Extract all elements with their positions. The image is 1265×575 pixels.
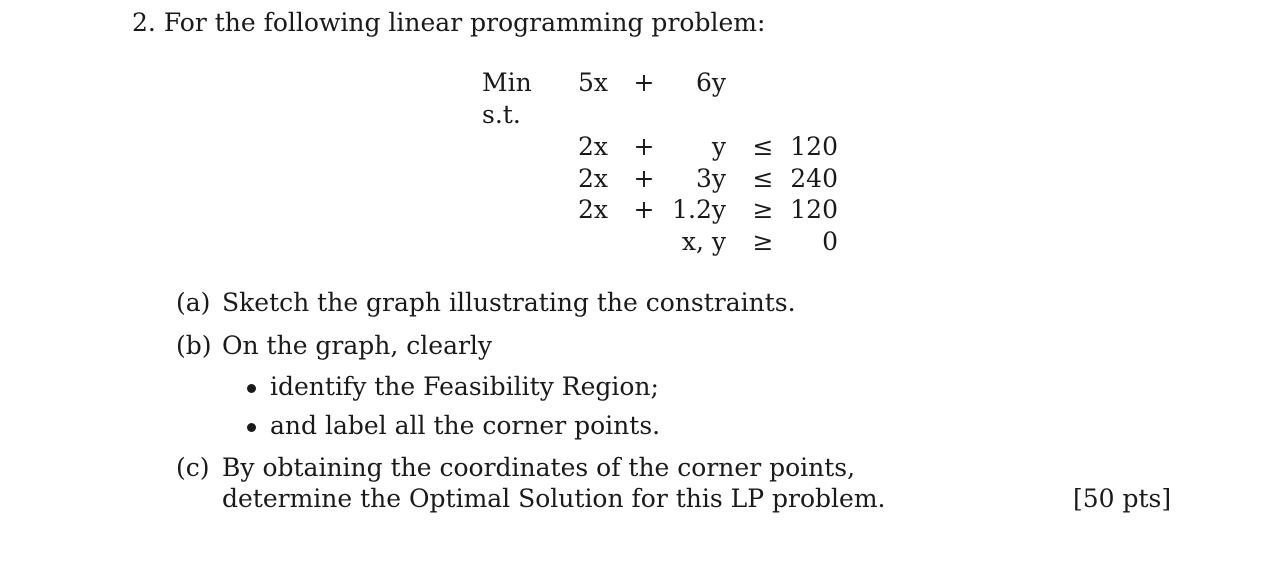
constraint-2-plus: +: [633, 164, 655, 193]
nonneg-relation: ≥: [752, 227, 774, 256]
part-c-text-line-1: By obtaining the coordinates of the corner points,: [222, 453, 856, 482]
constraint-2-x: 2x: [577, 164, 608, 193]
part-c-text-line-2: determine the Optimal Solution for this LP problem.: [222, 484, 886, 513]
constraint-3-plus: +: [633, 195, 655, 224]
constraint-3-rhs: 120: [790, 195, 838, 224]
constraint-3-relation: ≥: [752, 195, 774, 224]
subject-to-label: s.t.: [482, 100, 521, 129]
constraint-2-rhs: 240: [790, 164, 838, 193]
part-b-bullet-1: identify the Feasibility Region;: [270, 372, 659, 401]
part-b-bullet-2: and label all the corner points.: [270, 411, 661, 440]
constraint-1-plus: +: [633, 132, 655, 161]
nonneg-rhs: 0: [822, 227, 838, 256]
question-heading: [132, 8, 765, 37]
constraint-1-relation: ≤: [752, 132, 774, 161]
part-a-label: (a): [176, 288, 211, 317]
constraint-1-y: y: [711, 132, 726, 161]
question-intro: For the following linear programming problem:: [163, 8, 766, 37]
points-label: [50 pts]: [1073, 484, 1172, 513]
constraint-1-x: 2x: [577, 132, 608, 161]
constraint-3-y: 1.2y: [672, 195, 726, 224]
part-c-label: (c): [176, 453, 210, 482]
objective-keyword: Min: [482, 68, 532, 97]
bullet-dot-icon: [247, 384, 256, 393]
question-number: 2.: [132, 8, 156, 37]
constraint-2-relation: ≤: [752, 164, 774, 193]
objective-term-x: 5x: [577, 68, 608, 97]
part-b-text: On the graph, clearly: [222, 331, 493, 360]
constraint-1-rhs: 120: [790, 132, 838, 161]
constraint-2-y: 3y: [695, 164, 726, 193]
objective-plus: +: [633, 68, 655, 97]
nonneg-vars: x, y: [681, 227, 726, 256]
objective-term-y: 6y: [695, 68, 726, 97]
part-b-label: (b): [176, 331, 212, 360]
constraint-3-x: 2x: [577, 195, 608, 224]
bullet-dot-icon: [247, 423, 256, 432]
part-a-text: Sketch the graph illustrating the constraints.: [222, 288, 796, 317]
